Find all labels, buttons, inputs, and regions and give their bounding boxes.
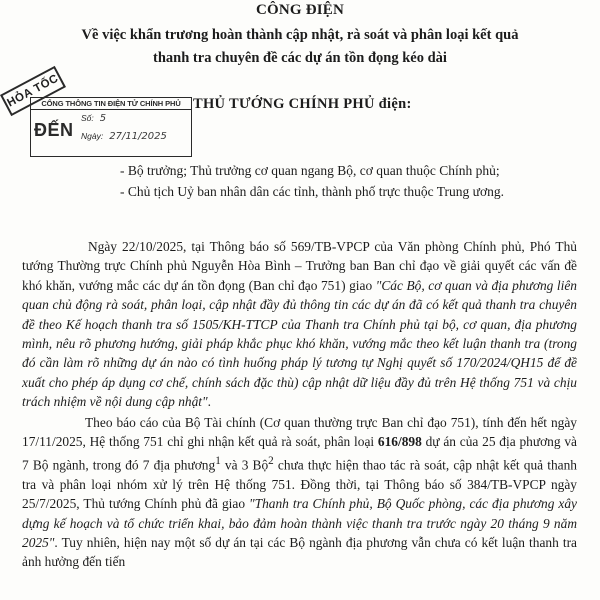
paragraph-2-part-a: Theo báo cáo của Bộ Tài chính (Cơ quan thường trực Ban chỉ đạo 751), tính đến hết ngày 17/11/2025, Hệ thống 751 chỉ ghi nhận kết quả rà soát, phân loại xyxy=(22,415,577,450)
subject-line-2: thanh tra chuyên đề các dự án tồn đọng kéo dài xyxy=(153,50,447,66)
paragraph-2-bold-count: 616/898 xyxy=(377,434,422,450)
paragraph-1-end: . xyxy=(207,394,211,410)
recipient-item: - Chủ tịch Uỷ ban nhân dân các tỉnh, thành phố trực thuộc Trung ương. xyxy=(120,184,504,199)
recipient-list xyxy=(120,160,590,202)
received-stamp xyxy=(30,97,192,157)
received-stamp-number-label: Số: xyxy=(81,113,94,123)
received-stamp-date-label: Ngày: xyxy=(81,131,104,141)
received-stamp-date-value: 27/11/2025 xyxy=(109,131,167,142)
sender-line: THỦ TƯỚNG CHÍNH PHỦ điện: xyxy=(193,96,412,112)
paragraph-1-intro: Ngày 22/10/2025, tại Thông báo số 569/TB-VPCP của Văn phòng Chính phủ, Phó Thủ tướng Thường trực Chính phủ Nguyễn Hòa Bình – Trưởng ban Ban chỉ đạo về giải quyết các vấn đề khó khăn, vướng mắc các dự án tồn đọng (Ban chỉ đạo 751) giao xyxy=(22,239,577,293)
footnote-ref-2[interactable]: 2 xyxy=(268,454,274,467)
body-paragraph-2 xyxy=(22,413,577,572)
paragraph-2-part-c: và 3 Bộ xyxy=(220,457,269,473)
document-type-title: CÔNG ĐIỆN xyxy=(255,2,345,18)
document-subject xyxy=(30,24,570,70)
paragraph-2-part-b: dự án của 25 địa phương và 7 Bộ ngành, trong đó 7 địa phương xyxy=(22,434,577,473)
recipient-item: - Bộ trưởng; Thủ trưởng cơ quan ngang Bộ, cơ quan thuộc Chính phủ; xyxy=(120,163,500,178)
body-paragraph-1 xyxy=(22,237,577,412)
paragraph-1-quote: "Các Bộ, cơ quan và địa phương liên quan chủ động rà soát, phân loại, cập nhật đầy đủ thông tin các dự án đã có kết quả thanh tra chuyên đề theo Kế hoạch thanh tra số 1505/KH-TTCP của Thanh tra Chính phủ tại bộ, cơ quan, địa phương mình, nêu rõ phương hướng, giải pháp khắc phục khó khăn, vướng mắc theo kết luận thanh tra (trong đó cần làm rõ những dự án nào có tình huống pháp lý tương tự Nghị quyết số 170/2024/QH15 để đề xuất cho phép áp dụng cơ chế, chính sách đặc thù) cập nhật dữ liệu đầy đủ trên Hệ thống 751 và chịu trách nhiệm về nội dung cập nhật" xyxy=(22,277,578,410)
received-stamp-number-value: 5 xyxy=(99,113,107,124)
paragraph-2-part-e: . Tuy nhiên, hiện nay một số dự án tại các Bộ ngành địa phương vẫn chưa có kết luận thanh tra ảnh hưởng đến tiến xyxy=(22,534,577,570)
received-stamp-den-label: ĐẾN xyxy=(34,120,74,140)
received-stamp-number-row xyxy=(81,113,106,124)
footnote-ref-1[interactable]: 1 xyxy=(215,454,221,467)
subject-line-1: Về việc khẩn trương hoàn thành cập nhật, rà soát và phân loại kết quả xyxy=(81,27,519,43)
paragraph-2-part-d: chưa thực hiện thao tác rà soát, cập nhật kết quả thanh tra và phân loại nhóm xử lý trên Hệ thống 751. Đồng thời, tại Thông báo số 384/TB-VPCP ngày 25/7/2025, Thủ tướng Chính phủ đã giao xyxy=(22,457,577,512)
paragraph-2-quote: "Thanh tra Chính phủ, Bộ Quốc phòng, các địa phương xây dựng kế hoạch và tổ chức triển khai, bảo đảm hoàn thành việc thanh tra trước ngày 20 tháng 9 năm 2025" xyxy=(22,496,577,550)
urgent-stamp: HỎA TỐC xyxy=(0,66,66,116)
received-stamp-org: CỔNG THÔNG TIN ĐIỆN TỬ CHÍNH PHỦ xyxy=(31,99,191,110)
received-stamp-date-row xyxy=(81,131,167,142)
